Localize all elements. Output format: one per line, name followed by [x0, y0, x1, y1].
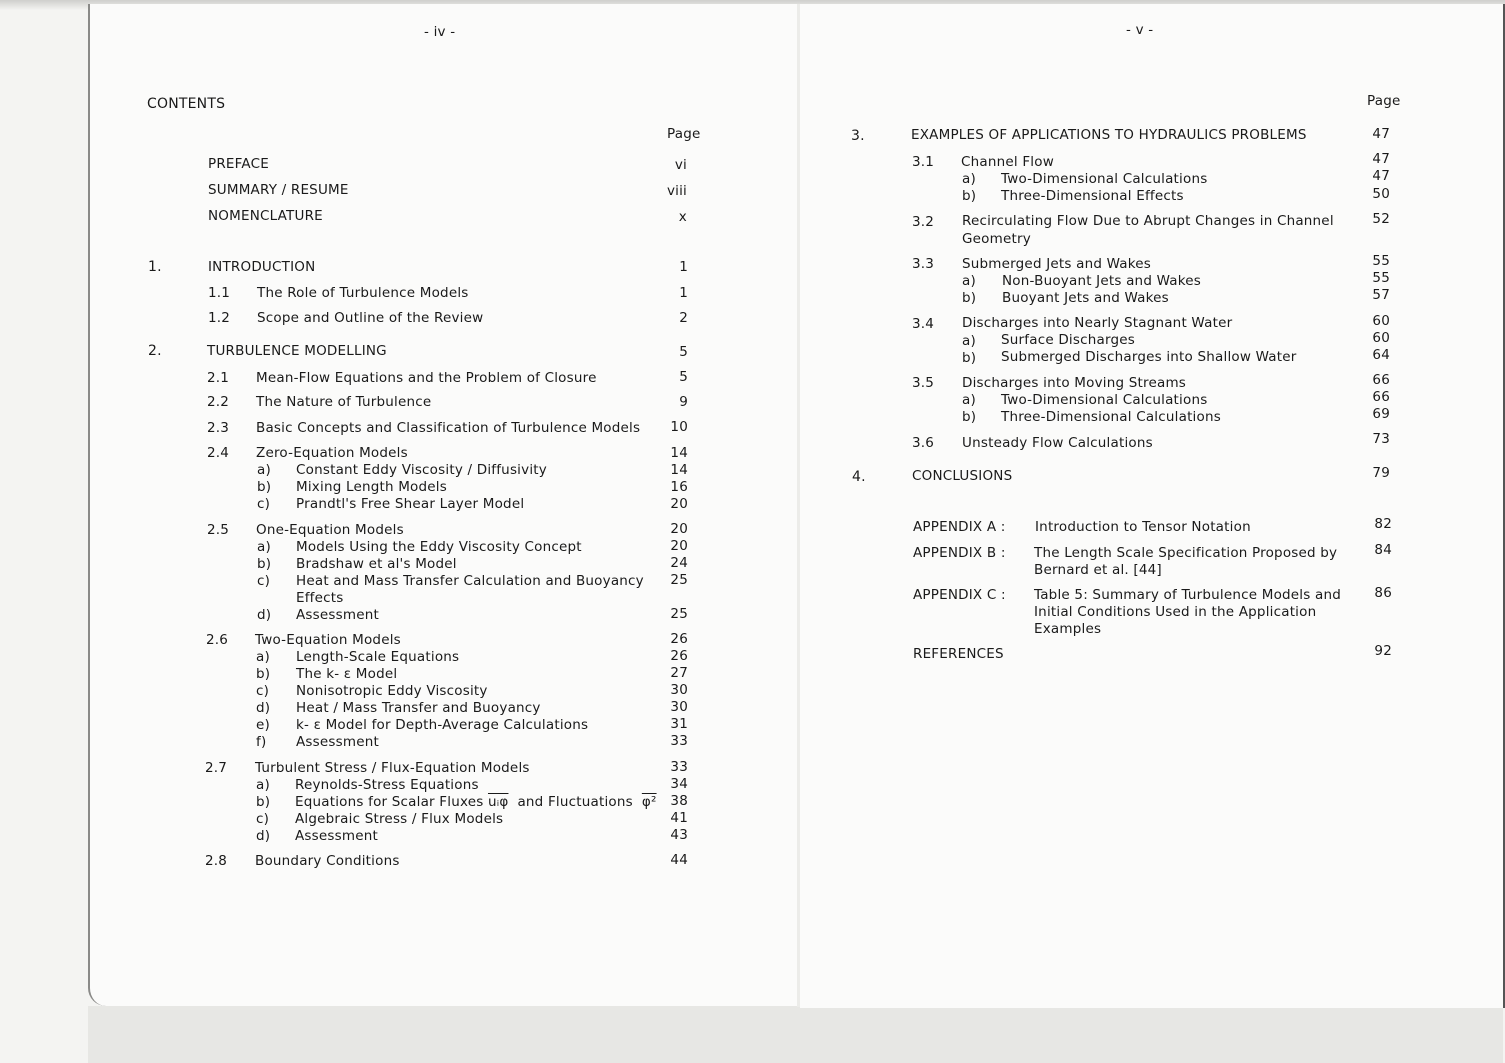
subsection-letter: a)	[962, 171, 976, 187]
subsection-letter: d)	[257, 607, 272, 623]
section-number: 1.2	[208, 310, 231, 326]
subsection-page: 27	[670, 665, 688, 681]
subsection-page: 14	[670, 462, 688, 478]
section-number: 3.3	[912, 256, 935, 272]
appendix-title: Table 5: Summary of Turbulence Models and	[1034, 587, 1341, 603]
subsection-letter: b)	[962, 290, 977, 306]
appendix-title: Introduction to Tensor Notation	[1035, 519, 1251, 535]
section-title: The Role of Turbulence Models	[257, 285, 469, 301]
chapter-title: INTRODUCTION	[208, 259, 316, 275]
subsection-page: 38	[670, 793, 688, 809]
appendix-label: APPENDIX C :	[913, 587, 1006, 603]
section-page: 55	[1372, 253, 1390, 269]
subsection-title: Bradshaw et al's Model	[296, 556, 457, 572]
subsection-title: Surface Discharges	[1001, 332, 1135, 348]
section-page: 9	[679, 394, 688, 410]
subsection-title: The k- ε Model	[296, 666, 398, 682]
section-number: 2.2	[207, 394, 230, 410]
folio-right: - v -	[1126, 22, 1154, 38]
section-page: 73	[1372, 431, 1390, 447]
subsection-title: Three-Dimensional Calculations	[1001, 409, 1221, 425]
section-number: 3.5	[912, 375, 935, 391]
section-page: 44	[670, 852, 688, 868]
subsection-letter: c)	[256, 811, 270, 827]
subsection-title: Length-Scale Equations	[296, 649, 460, 665]
subsection-letter: f)	[256, 734, 267, 750]
subsection-letter: b)	[962, 188, 977, 204]
section-number: 3.4	[912, 316, 935, 332]
subsection-title: Non-Buoyant Jets and Wakes	[1002, 273, 1202, 289]
chapter-number: 3.	[851, 128, 865, 144]
section-number: 2.1	[207, 370, 230, 386]
subsection-title: Assessment	[296, 607, 379, 623]
chapter-number: 1.	[148, 259, 162, 275]
subsection-title-part: and Fluctuations	[517, 794, 633, 810]
section-title: Turbulent Stress / Flux-Equation Models	[255, 760, 530, 776]
appendix-page: 84	[1374, 542, 1392, 558]
subsection-letter: d)	[256, 828, 271, 844]
subsection-title: Two-Dimensional Calculations	[1001, 171, 1208, 187]
section-number: 2.3	[207, 420, 230, 436]
section-title: Mean-Flow Equations and the Problem of Closure	[256, 370, 597, 386]
chapter-title: EXAMPLES OF APPLICATIONS TO HYDRAULICS PROBLEMS	[911, 127, 1307, 143]
subsection-page: 20	[670, 538, 688, 554]
subsection-title: Heat and Mass Transfer Calculation and Buoyancy	[296, 573, 644, 589]
subsection-page: 25	[670, 572, 688, 588]
section-page: 66	[1372, 372, 1390, 388]
section-number: 3.1	[912, 154, 935, 170]
section-page: 20	[670, 521, 688, 537]
subsection-letter: d)	[256, 700, 271, 716]
section-title: Recirculating Flow Due to Abrupt Changes in Channel	[962, 213, 1334, 229]
contents-heading: CONTENTS	[147, 96, 226, 112]
section-number: 2.5	[207, 522, 230, 538]
chapter-page: 79	[1372, 465, 1390, 481]
folio-left: - iv -	[424, 24, 456, 40]
subsection-letter: c)	[257, 496, 271, 512]
section-number: 3.6	[912, 435, 935, 451]
section-title: Unsteady Flow Calculations	[962, 435, 1153, 451]
subsection-page: 47	[1372, 168, 1390, 184]
section-number: 2.4	[207, 445, 230, 461]
right-page	[800, 4, 1505, 1008]
subsection-title: Nonisotropic Eddy Viscosity	[296, 683, 488, 699]
subsection-page: 33	[670, 733, 688, 749]
subsection-title: Heat / Mass Transfer and Buoyancy	[296, 700, 541, 716]
subsection-title: k- ε Model for Depth-Average Calculations	[296, 717, 589, 733]
toc-nomenclature-page: x	[678, 209, 687, 225]
subsection-page: 69	[1372, 406, 1390, 422]
section-title-continued: Geometry	[962, 231, 1031, 247]
subsection-page: 43	[670, 827, 688, 843]
section-page: 33	[670, 759, 688, 775]
section-title: Zero-Equation Models	[256, 445, 408, 461]
section-title: The Nature of Turbulence	[256, 394, 432, 410]
appendix-page: 86	[1374, 585, 1392, 601]
subsection-title: Submerged Discharges into Shallow Water	[1001, 349, 1297, 365]
references-title: REFERENCES	[913, 646, 1004, 662]
math-flux-term: $\overline{uᵢ\varphi}$	[487, 794, 509, 810]
subsection-page: 34	[670, 776, 688, 792]
appendix-title-continued: Bernard et al. [44]	[1034, 562, 1162, 578]
page-column-heading-right: Page	[1367, 93, 1401, 109]
subsection-page: 24	[670, 555, 688, 571]
section-page: 47	[1372, 151, 1390, 167]
subsection-title: Buoyant Jets and Wakes	[1002, 290, 1169, 306]
toc-preface-page: vi	[674, 157, 687, 173]
section-title: One-Equation Models	[256, 522, 404, 538]
toc-nomenclature: NOMENCLATURE	[208, 208, 323, 224]
subsection-title: Three-Dimensional Effects	[1001, 188, 1184, 204]
section-title: Discharges into Nearly Stagnant Water	[962, 315, 1233, 331]
subsection-letter: c)	[257, 573, 271, 589]
subsection-letter: c)	[256, 683, 270, 699]
subsection-page: 30	[670, 699, 688, 715]
section-title: Two-Equation Models	[255, 632, 401, 648]
section-title: Submerged Jets and Wakes	[962, 256, 1152, 272]
chapter-page: 1	[679, 259, 688, 275]
section-page: 52	[1372, 211, 1390, 227]
subsection-page: 25	[670, 606, 688, 622]
appendix-label: APPENDIX A :	[913, 519, 1006, 535]
section-number: 2.8	[205, 853, 228, 869]
subsection-letter: a)	[962, 273, 976, 289]
scan-bottom-margin	[88, 1006, 1503, 1063]
appendix-title-continued: Examples	[1034, 621, 1102, 637]
subsection-title: Two-Dimensional Calculations	[1001, 392, 1208, 408]
subsection-page: 55	[1372, 270, 1390, 286]
section-title: Discharges into Moving Streams	[962, 375, 1187, 391]
chapter-number: 4.	[852, 469, 866, 485]
section-number: 2.7	[205, 760, 228, 776]
appendix-title-continued: Initial Conditions Used in the Application	[1034, 604, 1317, 620]
section-title: Scope and Outline of the Review	[257, 310, 484, 326]
subsection-page: 31	[670, 716, 688, 732]
references-page: 92	[1374, 643, 1392, 659]
subsection-title: Algebraic Stress / Flux Models	[295, 811, 504, 827]
subsection-letter: b)	[962, 350, 977, 366]
section-page: 5	[679, 369, 688, 385]
subsection-title: Assessment	[296, 734, 379, 750]
subsection-title: Mixing Length Models	[296, 479, 447, 495]
section-page: 60	[1372, 313, 1390, 329]
subsection-letter: a)	[257, 462, 271, 478]
section-page: 26	[670, 631, 688, 647]
subsection-page: 60	[1372, 330, 1390, 346]
subsection-title: Assessment	[295, 828, 378, 844]
subsection-letter: a)	[256, 649, 270, 665]
subsection-letter: b)	[257, 479, 272, 495]
subsection-title-continued: Effects	[296, 590, 344, 606]
section-title: Channel Flow	[961, 154, 1054, 170]
subsection-page: 16	[670, 479, 688, 495]
appendix-label: APPENDIX B :	[913, 545, 1006, 561]
appendix-title: The Length Scale Specification Proposed by	[1034, 545, 1338, 561]
subsection-letter: a)	[257, 539, 271, 555]
subsection-title	[295, 794, 657, 810]
section-number: 2.6	[206, 632, 229, 648]
section-title: Boundary Conditions	[255, 853, 400, 869]
chapter-page: 47	[1372, 126, 1390, 142]
subsection-page: 20	[670, 496, 688, 512]
math-variance-term: φ²	[641, 794, 657, 810]
chapter-title: TURBULENCE MODELLING	[207, 343, 387, 359]
subsection-page: 41	[670, 810, 688, 826]
toc-preface: PREFACE	[208, 156, 269, 172]
subsection-letter: a)	[962, 392, 976, 408]
subsection-letter: b)	[257, 556, 272, 572]
chapter-number: 2.	[148, 343, 162, 359]
subsection-title: Prandtl's Free Shear Layer Model	[296, 496, 525, 512]
toc-summary: SUMMARY / RESUME	[208, 182, 349, 198]
subsection-title: Models Using the Eddy Viscosity Concept	[296, 539, 582, 555]
subsection-page: 57	[1372, 287, 1390, 303]
subsection-page: 50	[1372, 186, 1390, 202]
subsection-title: Constant Eddy Viscosity / Diffusivity	[296, 462, 547, 478]
subsection-title: Reynolds-Stress Equations	[295, 777, 479, 793]
section-title: Basic Concepts and Classification of Turbulence Models	[256, 420, 641, 436]
section-page: 2	[679, 310, 688, 326]
subsection-letter: a)	[256, 777, 270, 793]
section-number: 1.1	[208, 285, 231, 301]
toc-summary-page: viii	[666, 183, 687, 199]
section-page: 10	[670, 419, 688, 435]
subsection-letter: b)	[256, 666, 271, 682]
subsection-letter: b)	[256, 794, 271, 810]
page-column-heading-left: Page	[667, 126, 701, 142]
subsection-letter: b)	[962, 409, 977, 425]
subsection-page: 30	[670, 682, 688, 698]
subsection-letter: e)	[256, 717, 270, 733]
subsection-page: 66	[1372, 389, 1390, 405]
appendix-page: 82	[1374, 516, 1392, 532]
subsection-title-part: Equations for Scalar Fluxes	[295, 794, 484, 810]
subsection-letter: a)	[962, 333, 976, 349]
section-page: 14	[670, 445, 688, 461]
chapter-title: CONCLUSIONS	[912, 468, 1013, 484]
section-page: 1	[679, 285, 688, 301]
subsection-page: 64	[1372, 347, 1390, 363]
chapter-page: 5	[679, 344, 688, 360]
section-number: 3.2	[912, 214, 935, 230]
subsection-page: 26	[670, 648, 688, 664]
